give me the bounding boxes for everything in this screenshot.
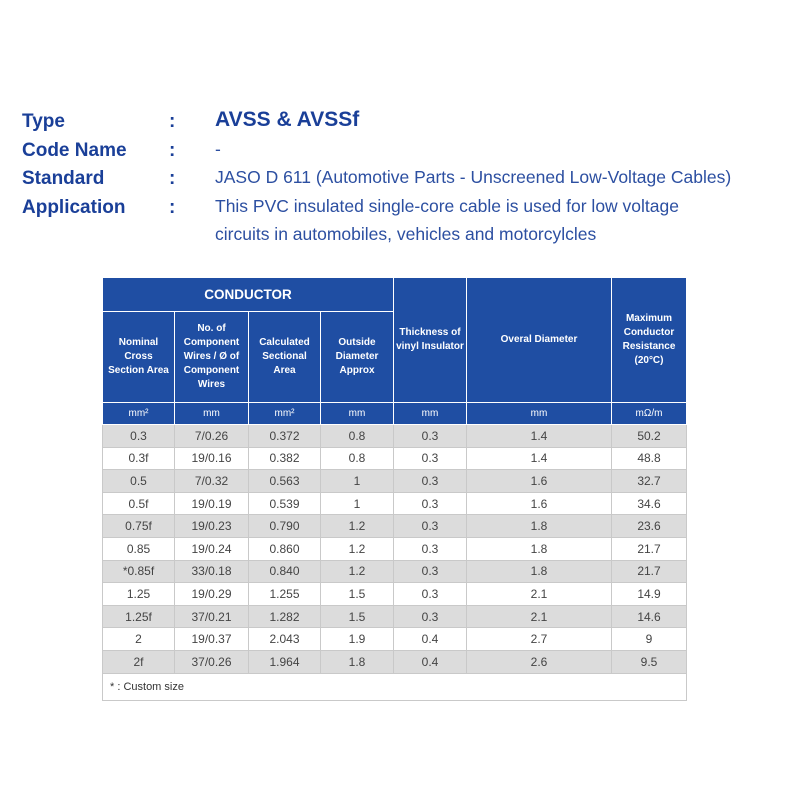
table-row: [103, 515, 687, 538]
table-row: [103, 470, 687, 493]
table-cell: 2.1: [467, 605, 612, 628]
table-cell: 0.840: [249, 560, 321, 583]
table-cell: 19/0.16: [175, 447, 249, 470]
table-row: [103, 425, 687, 448]
table-cell: 0.3: [394, 560, 467, 583]
code-name-value: -: [215, 138, 221, 159]
table-cell: 14.6: [612, 605, 687, 628]
table-cell: 0.3f: [103, 447, 175, 470]
table-cell: 0.3: [394, 470, 467, 493]
table-cell: 1.25: [103, 583, 175, 606]
table-cell: 7/0.26: [175, 425, 249, 448]
application-value: [215, 192, 807, 249]
table-cell: 2.6: [467, 650, 612, 673]
table-cell: 19/0.24: [175, 537, 249, 560]
table-cell: 21.7: [612, 537, 687, 560]
table-cell: 1.8: [467, 560, 612, 583]
header-thickness: Thickness of vinyl Insulator: [394, 278, 467, 403]
colon: :: [169, 139, 176, 161]
table-cell: 1.2: [321, 560, 394, 583]
table-cell: 0.75f: [103, 515, 175, 538]
unit-cell: mΩ/m: [612, 403, 687, 425]
table-cell: 0.85: [103, 537, 175, 560]
table-cell: 1.5: [321, 583, 394, 606]
table-cell: 0.3: [394, 583, 467, 606]
table-cell: 37/0.26: [175, 650, 249, 673]
unit-cell: mm: [321, 403, 394, 425]
application-label: Application: [22, 196, 126, 218]
table-cell: 0.3: [394, 605, 467, 628]
table-row: [103, 492, 687, 515]
table-cell: 0.539: [249, 492, 321, 515]
table-cell: 2: [103, 628, 175, 651]
colon: :: [169, 196, 176, 218]
table-cell: 0.3: [394, 425, 467, 448]
table-cell: 0.3: [394, 447, 467, 470]
standard-row: [22, 165, 807, 194]
unit-cell: mm²: [249, 403, 321, 425]
table-cell: 7/0.32: [175, 470, 249, 493]
table-cell: 0.5: [103, 470, 175, 493]
application-line-2: circuits in automobiles, vehicles and motorcylcles: [215, 224, 597, 244]
table-row: [103, 583, 687, 606]
table-cell: 2.1: [467, 583, 612, 606]
table-cell: 1.8: [467, 537, 612, 560]
table-cell: 0.3: [394, 537, 467, 560]
table-body: [103, 425, 687, 674]
table-cell: 0.382: [249, 447, 321, 470]
table-cell: 33/0.18: [175, 560, 249, 583]
table-cell: 2.7: [467, 628, 612, 651]
table-cell: 0.4: [394, 628, 467, 651]
type-label: Type: [22, 111, 65, 132]
table-cell: 19/0.19: [175, 492, 249, 515]
table-cell: 0.563: [249, 470, 321, 493]
table-row: [103, 560, 687, 583]
table-cell: 0.8: [321, 447, 394, 470]
table-cell: 1.2: [321, 515, 394, 538]
spec-block: [22, 108, 807, 244]
code-name-label: Code Name: [22, 139, 127, 161]
table-cell: 1.4: [467, 447, 612, 470]
table-cell: 48.8: [612, 447, 687, 470]
table-cell: 1.25f: [103, 605, 175, 628]
code-name-row: [22, 137, 807, 166]
table-cell: 0.3: [394, 492, 467, 515]
table-row: [103, 537, 687, 560]
table-cell: 9.5: [612, 650, 687, 673]
application-line-1: This PVC insulated single-core cable is used for low voltage: [215, 195, 679, 216]
table-cell: 0.790: [249, 515, 321, 538]
footnote: * : Custom size: [103, 673, 687, 700]
table-cell: 2.043: [249, 628, 321, 651]
standard-label: Standard: [22, 168, 105, 189]
table-row: [103, 447, 687, 470]
type-value: AVSS & AVSSf: [215, 108, 360, 131]
table-cell: 21.7: [612, 560, 687, 583]
unit-cell: mm: [394, 403, 467, 425]
header-outside-diameter: Outside Diameter Approx: [321, 312, 394, 403]
colon: :: [169, 111, 176, 132]
table-cell: 19/0.29: [175, 583, 249, 606]
conductor-group-header: CONDUCTOR: [103, 278, 394, 312]
table-cell: 50.2: [612, 425, 687, 448]
table-cell: 1.282: [249, 605, 321, 628]
header-nominal-area: Nominal Cross Section Area: [103, 312, 175, 403]
table-cell: 0.4: [394, 650, 467, 673]
type-row: [22, 108, 807, 137]
table-cell: 1.964: [249, 650, 321, 673]
table-cell: 0.8: [321, 425, 394, 448]
table-cell: 19/0.23: [175, 515, 249, 538]
standard-value: JASO D 611 (Automotive Parts - Unscreened Low-Voltage Cables): [215, 167, 732, 187]
header-calculated-area: Calculated Sectional Area: [249, 312, 321, 403]
table-cell: 1.255: [249, 583, 321, 606]
table-cell: 34.6: [612, 492, 687, 515]
table-cell: 1.8: [467, 515, 612, 538]
table-cell: 0.5f: [103, 492, 175, 515]
table-cell: 0.3: [103, 425, 175, 448]
table-cell: 37/0.21: [175, 605, 249, 628]
cable-spec-table: [102, 277, 687, 701]
table-cell: 14.9: [612, 583, 687, 606]
table-cell: 1.8: [321, 650, 394, 673]
table-cell: 23.6: [612, 515, 687, 538]
table-cell: 1.6: [467, 470, 612, 493]
table-cell: 1.5: [321, 605, 394, 628]
table-cell: 1.2: [321, 537, 394, 560]
table-cell: 1.9: [321, 628, 394, 651]
table-cell: 9: [612, 628, 687, 651]
header-overall-diameter: Overal Diameter: [467, 278, 612, 403]
table-cell: 0.3: [394, 515, 467, 538]
table-row: [103, 605, 687, 628]
table-row: [103, 650, 687, 673]
unit-cell: mm: [175, 403, 249, 425]
table-cell: 32.7: [612, 470, 687, 493]
table-cell: 1: [321, 470, 394, 493]
header-component-wires: No. of Component Wires / Ø of Component Wires: [175, 312, 249, 403]
table-cell: 0.372: [249, 425, 321, 448]
table-cell: *0.85f: [103, 560, 175, 583]
table-cell: 2f: [103, 650, 175, 673]
colon: :: [169, 168, 176, 189]
table-cell: 1: [321, 492, 394, 515]
table-cell: 19/0.37: [175, 628, 249, 651]
table-cell: 1.6: [467, 492, 612, 515]
header-max-resistance: Maximum Conductor Resistance (20°C): [612, 278, 687, 403]
table-cell: 0.860: [249, 537, 321, 560]
unit-cell: mm: [467, 403, 612, 425]
table-row: [103, 628, 687, 651]
unit-cell: mm²: [103, 403, 175, 425]
table-cell: 1.4: [467, 425, 612, 448]
application-row: [22, 194, 807, 244]
